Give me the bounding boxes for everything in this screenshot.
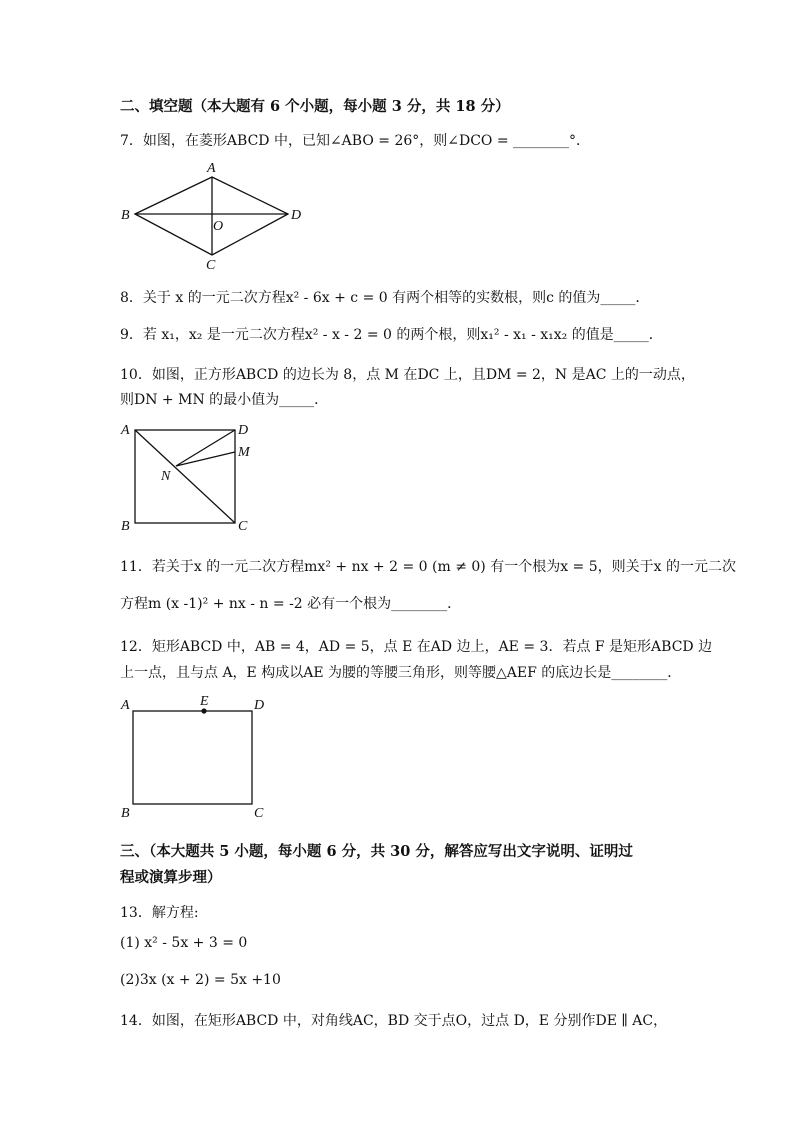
label-m: M xyxy=(238,445,250,460)
question-8: 8．关于 x 的一元二次方程x² - 6x + c = 0 有两个相等的实数根，则c 的值为_____． xyxy=(120,290,650,306)
label-e: E xyxy=(200,694,209,709)
square-figure xyxy=(115,418,265,536)
label-d: D xyxy=(254,698,265,713)
rectangle-figure xyxy=(115,690,275,820)
label-o: O xyxy=(213,219,224,234)
section-3-heading-line-2: 程或演算步理） xyxy=(120,869,222,886)
label-a: A xyxy=(121,423,130,438)
label-c: C xyxy=(206,258,216,273)
label-b: B xyxy=(121,519,130,534)
diagonal-ac xyxy=(135,430,235,523)
question-13: 13．解方程: xyxy=(120,905,199,921)
segment-dn xyxy=(176,430,235,466)
question-11-line-1: 11．若关于x 的一元二次方程mx² + nx + 2 = 0 (m ≠ 0) 有一个根为x = 5，则关于x 的一元二次 xyxy=(120,559,736,575)
question-10-line-1: 10．如图，正方形ABCD 的边长为 8，点 M 在DC 上，且DM = 2，N 是AC 上的一动点， xyxy=(120,367,695,383)
question-11-line-2: 方程m (x -1)² + nx - n = -2 必有一个根为________． xyxy=(120,596,462,612)
label-b: B xyxy=(121,806,130,821)
rectangle-outline xyxy=(133,711,252,804)
section-2-heading: 二、填空题（本大题有 6 个小题，每小题 3 分，共 18 分） xyxy=(120,98,510,115)
label-a: A xyxy=(121,698,130,713)
question-10-line-2: 则DN + MN 的最小值为_____． xyxy=(120,392,329,408)
label-d: D xyxy=(238,423,249,438)
question-12-line-1: 12．矩形ABCD 中，AB = 4，AD = 5，点 E 在AD 边上，AE = 3．若点 F 是矩形ABCD 边 xyxy=(120,639,713,655)
question-9: 9．若 x₁，x₂ 是一元二次方程x² - x - 2 = 0 的两个根，则x₁² - x₁ - x₁x₂ 的值是_____． xyxy=(120,327,663,343)
label-n: N xyxy=(161,469,171,484)
rhombus-figure xyxy=(115,158,315,273)
label-b: B xyxy=(121,208,130,223)
question-13-part-2: (2)3x (x + 2) = 5x +10 xyxy=(120,972,281,988)
question-12-line-2: 上一点，且与点 A，E 构成以AE 为腰的等腰三角形，则等腰△AEF 的底边长是________． xyxy=(120,665,682,681)
label-c: C xyxy=(254,806,264,821)
label-a: A xyxy=(207,161,216,176)
point-e xyxy=(201,708,206,713)
section-3-heading-line-1: 三、（本大题共 5 小题，每小题 6 分，共 30 分，解答应写出文字说明、证明过 xyxy=(120,843,633,860)
question-14: 14．如图，在矩形ABCD 中，对角线AC，BD 交于点O，过点 D，E 分别作DE ∥ AC， xyxy=(120,1013,668,1029)
question-7: 7．如图，在菱形ABCD 中，已知∠ABO = 26°，则∠DCO = ________°． xyxy=(120,133,591,149)
segment-mn xyxy=(176,452,235,466)
question-13-part-1: (1) x² - 5x + 3 = 0 xyxy=(120,935,248,951)
label-d: D xyxy=(291,208,302,223)
label-c: C xyxy=(238,519,248,534)
